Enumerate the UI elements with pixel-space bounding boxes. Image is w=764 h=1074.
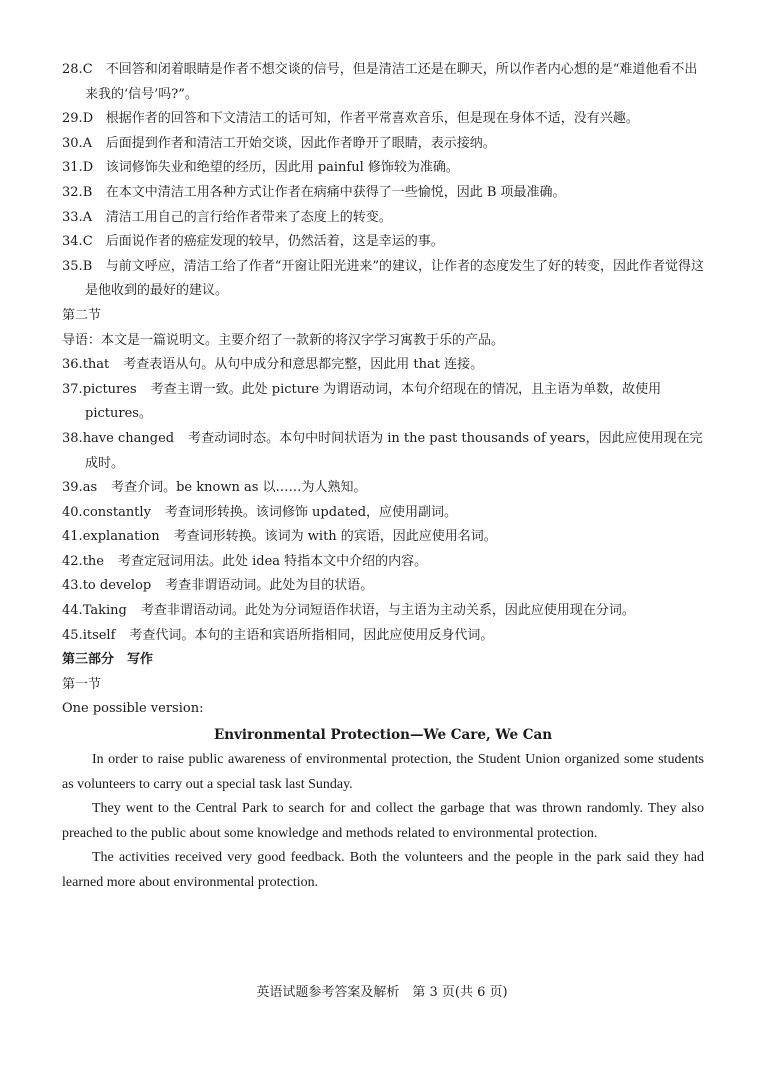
essay-title: Environmental Protection—We Care, We Can	[213, 727, 553, 744]
page-footer: 英语试题参考答案及解析 第 3 页(共 6 页)	[256, 985, 508, 1000]
answer-explanation: 不回答和闭着眼睛是作者不想交谈的信号，但是清洁工还是在聊天，所以作者内心想的是“难道他看不出来我的‘信号’吗?”。	[85, 62, 698, 102]
answer-explanation: 考查词形转换。该词修饰 updated，应使用副词。	[164, 504, 458, 520]
answer-explanation: 该词修饰失业和绝望的经历，因此用 painful 修饰较为准确。	[105, 160, 459, 176]
essay-paragraph: The activities received very good feedback. Both the volunteers and the people in the park said they had learned more about environmental protection.	[62, 850, 704, 890]
answer-number: 33.	[62, 209, 83, 225]
answers-part1	[62, 58, 704, 304]
answer-number: 41.	[62, 529, 83, 545]
answer-number: 44.	[62, 603, 83, 619]
answer-item	[62, 230, 704, 255]
answer-item	[62, 599, 704, 624]
answer-item	[62, 574, 704, 599]
intro-text: 导语：本文是一篇说明文。主要介绍了一款新的将汉字学习寓教于乐的产品。	[62, 332, 505, 348]
answer-keyword: that	[82, 357, 110, 373]
answer-keyword: itself	[82, 627, 116, 643]
answer-item	[62, 353, 704, 378]
answer-item	[62, 58, 704, 107]
answer-choice: C	[82, 62, 93, 77]
answer-choice: D	[82, 111, 94, 127]
answer-number: 36.	[62, 357, 83, 373]
answer-item	[62, 255, 704, 304]
essay-paragraph: They went to the Central Park to search for and collect the garbage that was thrown randomly. They also preached to the public about some knowledge and methods related to environmental protection.	[62, 801, 704, 841]
answer-item	[62, 206, 704, 231]
answer-choice: D	[82, 160, 94, 176]
answer-keyword: Taking	[82, 603, 127, 619]
answer-explanation: 考查主谓一致。此处 picture 为谓语动词，本句介绍现在的情况，且主语为单数，故使用 pictures。	[85, 381, 662, 422]
answer-number: 43.	[62, 578, 83, 594]
answer-choice: B	[82, 258, 93, 274]
answer-explanation: 根据作者的回答和下文清洁工的话可知，作者平常喜欢音乐，但是现在身体不适，没有兴趣。	[105, 111, 639, 127]
answer-number: 32.	[62, 184, 83, 200]
answer-keyword: pictures	[82, 381, 137, 397]
part3-heading: 第三部分 写作	[62, 652, 154, 668]
answer-keyword: as	[82, 480, 98, 496]
answer-keyword: explanation	[82, 529, 160, 545]
answer-keyword: to develop	[82, 578, 152, 594]
answer-number: 31.	[62, 160, 83, 176]
answer-explanation: 在本文中清洁工用各种方式让作者在病痛中获得了一些愉悦，因此 B 项最准确。	[105, 184, 566, 200]
section1-heading: 第一节	[62, 676, 102, 692]
answer-number: 40.	[62, 504, 83, 520]
answer-number: 38.	[62, 430, 83, 446]
answer-number: 29.	[62, 111, 83, 127]
answer-item	[62, 378, 704, 427]
answer-explanation: 考查词形转换。该词为 with 的宾语，因此应使用名词。	[173, 529, 497, 545]
answer-explanation: 考查定冠词用法。此处 idea 特指本文中介绍的内容。	[117, 553, 428, 569]
answer-item	[62, 181, 704, 206]
answer-keyword: constantly	[82, 504, 151, 520]
answer-explanation: 考查动词时态。本句中时间状语为 in the past thousands of years，因此应使用现在完成时。	[85, 430, 703, 471]
answer-number: 37.	[62, 381, 83, 397]
essay	[62, 722, 704, 896]
answer-item	[62, 156, 704, 181]
answer-item	[62, 550, 704, 575]
possible-version-label: One possible version:	[62, 701, 204, 717]
answer-number: 30.	[62, 135, 83, 151]
answer-explanation: 考查介词。be known as 以……为人熟知。	[111, 480, 367, 496]
answer-choice: A	[82, 135, 93, 151]
answer-item	[62, 476, 704, 501]
answer-number: 42.	[62, 553, 83, 569]
answer-choice: B	[82, 184, 93, 200]
answer-item	[62, 501, 704, 526]
answer-explanation: 考查非谓语动词。此处为分词短语作状语，与主语为主动关系，因此应使用现在分词。	[140, 603, 635, 619]
answer-number: 45.	[62, 627, 83, 643]
answer-number: 35.	[62, 258, 83, 274]
answer-explanation: 清洁工用自己的言行给作者带来了态度上的转变。	[105, 209, 392, 225]
answer-item	[62, 624, 704, 649]
answer-number: 34.	[62, 234, 83, 250]
answer-explanation: 考查表语从句。从句中成分和意思都完整，因此用 that 连接。	[123, 357, 484, 373]
answer-number: 39.	[62, 480, 83, 496]
answer-explanation: 考查代词。本句的主语和宾语所指相同，因此应使用反身代词。	[129, 627, 494, 643]
answer-item	[62, 525, 704, 550]
answers-part2	[62, 353, 704, 648]
answer-choice: A	[82, 209, 93, 225]
answer-item	[62, 132, 704, 157]
essay-paragraph: In order to raise public awareness of environmental protection, the Student Union organized some students as volunteers to carry out a special task last Sunday.	[62, 752, 704, 792]
section2-heading: 第二节	[62, 307, 102, 323]
answer-item	[62, 427, 704, 476]
answer-choice: C	[82, 234, 93, 250]
answer-keyword: the	[82, 553, 104, 569]
answer-explanation: 后面提到作者和清洁工开始交谈，因此作者睁开了眼睛，表示接纳。	[105, 135, 496, 151]
answer-keyword: have changed	[82, 430, 175, 446]
answer-explanation: 与前文呼应，清洁工给了作者“开窗让阳光进来”的建议，让作者的态度发生了好的转变，因此作者觉得这是他收到的最好的建议。	[85, 258, 704, 299]
answer-explanation: 后面说作者的癌症发现的较早，仍然活着，这是幸运的事。	[105, 234, 444, 250]
answer-number: 28.	[62, 62, 83, 77]
page-content	[62, 58, 704, 896]
answer-explanation: 考查非谓语动词。此处为目的状语。	[165, 578, 374, 594]
answer-item	[62, 107, 704, 132]
